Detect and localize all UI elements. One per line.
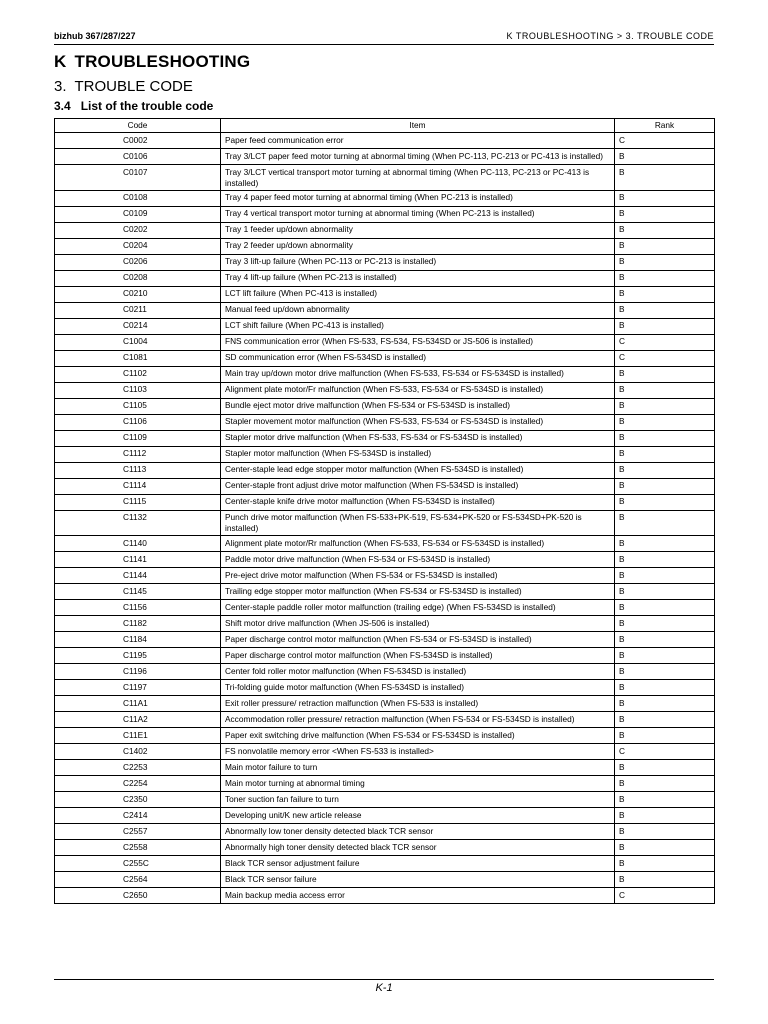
code-cell: C1196 (55, 664, 221, 680)
code-cell: C1144 (55, 568, 221, 584)
rank-cell: B (615, 206, 715, 222)
rank-cell: B (615, 552, 715, 568)
code-cell: C1106 (55, 414, 221, 430)
rank-cell: C (615, 888, 715, 904)
table-row (55, 238, 715, 254)
table-row (55, 888, 715, 904)
rank-cell: B (615, 728, 715, 744)
rank-cell: B (615, 568, 715, 584)
code-cell: C2558 (55, 840, 221, 856)
rank-cell: B (615, 318, 715, 334)
rank-cell: B (615, 366, 715, 382)
page-number: K-1 (375, 982, 393, 994)
rank-cell: B (615, 286, 715, 302)
table-row (55, 808, 715, 824)
table-row (55, 430, 715, 446)
code-cell: C0002 (55, 133, 221, 149)
code-cell: C1114 (55, 478, 221, 494)
subsection-number: 3.4 (54, 99, 71, 113)
code-cell: C2253 (55, 760, 221, 776)
rank-cell: B (615, 600, 715, 616)
item-cell: Tri-folding guide motor malfunction (When FS-534SD is installed) (221, 680, 615, 696)
subsection-heading (54, 99, 213, 113)
table-row (55, 712, 715, 728)
rank-cell: B (615, 302, 715, 318)
code-cell: C1113 (55, 462, 221, 478)
subsection-title: List of the trouble code (80, 99, 214, 113)
code-cell: C2414 (55, 808, 221, 824)
table-row (55, 510, 715, 536)
code-cell: C2557 (55, 824, 221, 840)
rank-cell: B (615, 696, 715, 712)
table-row (55, 744, 715, 760)
table-row (55, 398, 715, 414)
rank-cell: B (615, 446, 715, 462)
table-row (55, 462, 715, 478)
table-row (55, 446, 715, 462)
rank-cell: B (615, 270, 715, 286)
rank-cell: B (615, 478, 715, 494)
code-cell: C2564 (55, 872, 221, 888)
table-row (55, 334, 715, 350)
item-cell: Main tray up/down motor drive malfunction (When FS-533, FS-534 or FS-534SD is installed) (221, 366, 615, 382)
code-cell: C1402 (55, 744, 221, 760)
item-cell: Abnormally low toner density detected black TCR sensor (221, 824, 615, 840)
rank-cell: B (615, 872, 715, 888)
table-row (55, 776, 715, 792)
table-row (55, 632, 715, 648)
item-cell: Tray 2 feeder up/down abnormality (221, 238, 615, 254)
footer-rule (54, 979, 714, 980)
code-cell: C1141 (55, 552, 221, 568)
section-breadcrumb: K TROUBLESHOOTING > 3. TROUBLE CODE (506, 31, 714, 41)
item-cell: Main motor turning at abnormal timing (221, 776, 615, 792)
item-cell: FS nonvolatile memory error <When FS-533 is installed> (221, 744, 615, 760)
code-cell: C1115 (55, 494, 221, 510)
rank-cell: B (615, 222, 715, 238)
column-header-code: Code (55, 119, 221, 133)
rank-cell: B (615, 149, 715, 165)
table-row (55, 165, 715, 191)
item-cell: Stapler motor drive malfunction (When FS-533, FS-534 or FS-534SD is installed) (221, 430, 615, 446)
item-cell: Center fold roller motor malfunction (When FS-534SD is installed) (221, 664, 615, 680)
item-cell: FNS communication error (When FS-533, FS-534, FS-534SD or JS-506 is installed) (221, 334, 615, 350)
code-cell: C1103 (55, 382, 221, 398)
rank-cell: B (615, 680, 715, 696)
rank-cell: B (615, 664, 715, 680)
item-cell: LCT lift failure (When PC-413 is installed) (221, 286, 615, 302)
header-rule (54, 44, 714, 45)
item-cell: Black TCR sensor adjustment failure (221, 856, 615, 872)
code-cell: C1182 (55, 616, 221, 632)
rank-cell: B (615, 414, 715, 430)
code-cell: C1109 (55, 430, 221, 446)
code-cell: C0106 (55, 149, 221, 165)
rank-cell: B (615, 510, 715, 536)
item-cell: Tray 3/LCT vertical transport motor turning at abnormal timing (When PC-113, PC-213 or PC-413 is installed) (221, 165, 615, 191)
table-row (55, 254, 715, 270)
item-cell: Pre-eject drive motor malfunction (When FS-534 or FS-534SD is installed) (221, 568, 615, 584)
table-row (55, 824, 715, 840)
table-row (55, 616, 715, 632)
item-cell: Tray 1 feeder up/down abnormality (221, 222, 615, 238)
item-cell: Bundle eject motor drive malfunction (When FS-534 or FS-534SD is installed) (221, 398, 615, 414)
code-cell: C0107 (55, 165, 221, 191)
chapter-heading (54, 52, 250, 72)
table-row (55, 270, 715, 286)
code-cell: C0208 (55, 270, 221, 286)
code-cell: C2254 (55, 776, 221, 792)
item-cell: Stapler motor malfunction (When FS-534SD is installed) (221, 446, 615, 462)
item-cell: Paper exit switching drive malfunction (When FS-534 or FS-534SD is installed) (221, 728, 615, 744)
section-title: TROUBLE CODE (74, 78, 193, 95)
item-cell: Paper discharge control motor malfunction (When FS-534SD is installed) (221, 648, 615, 664)
table-row (55, 600, 715, 616)
rank-cell: B (615, 808, 715, 824)
item-cell: Alignment plate motor/Rr malfunction (When FS-533, FS-534 or FS-534SD is installed) (221, 536, 615, 552)
code-cell: C0214 (55, 318, 221, 334)
rank-cell: B (615, 584, 715, 600)
item-cell: Tray 4 lift-up failure (When PC-213 is installed) (221, 270, 615, 286)
table-row (55, 494, 715, 510)
code-cell: C1105 (55, 398, 221, 414)
item-cell: Paper feed communication error (221, 133, 615, 149)
item-cell: Tray 3/LCT paper feed motor turning at abnormal timing (When PC-113, PC-213 or PC-413 is installed) (221, 149, 615, 165)
rank-cell: B (615, 190, 715, 206)
table-row (55, 568, 715, 584)
table-row (55, 478, 715, 494)
code-cell: C2650 (55, 888, 221, 904)
rank-cell: B (615, 616, 715, 632)
item-cell: Center-staple knife drive motor malfunction (When FS-534SD is installed) (221, 494, 615, 510)
code-cell: C0206 (55, 254, 221, 270)
code-cell: C1132 (55, 510, 221, 536)
item-cell: Tray 4 vertical transport motor turning at abnormal timing (When PC-213 is installed) (221, 206, 615, 222)
table-row (55, 792, 715, 808)
rank-cell: B (615, 824, 715, 840)
code-cell: C0108 (55, 190, 221, 206)
item-cell: Stapler movement motor malfunction (When FS-533, FS-534 or FS-534SD is installed) (221, 414, 615, 430)
rank-cell: C (615, 334, 715, 350)
table-row (55, 552, 715, 568)
item-cell: Manual feed up/down abnormality (221, 302, 615, 318)
code-cell: C0210 (55, 286, 221, 302)
code-cell: C0211 (55, 302, 221, 318)
item-cell: Center-staple front adjust drive motor malfunction (When FS-534SD is installed) (221, 478, 615, 494)
table-row (55, 149, 715, 165)
rank-cell: B (615, 165, 715, 191)
table-row (55, 414, 715, 430)
table-row (55, 286, 715, 302)
code-cell: C11A2 (55, 712, 221, 728)
item-cell: Tray 4 paper feed motor turning at abnormal timing (When PC-213 is installed) (221, 190, 615, 206)
table-row (55, 664, 715, 680)
rank-cell: B (615, 840, 715, 856)
item-cell: SD communication error (When FS-534SD is installed) (221, 350, 615, 366)
code-cell: C1112 (55, 446, 221, 462)
table-row (55, 680, 715, 696)
code-cell: C0202 (55, 222, 221, 238)
column-header-rank: Rank (615, 119, 715, 133)
table-row (55, 350, 715, 366)
item-cell: Paddle motor drive malfunction (When FS-534 or FS-534SD is installed) (221, 552, 615, 568)
table-row (55, 318, 715, 334)
code-cell: C0109 (55, 206, 221, 222)
table-row (55, 190, 715, 206)
code-cell: C1081 (55, 350, 221, 366)
rank-cell: B (615, 776, 715, 792)
table-header-row (55, 119, 715, 133)
table-row (55, 872, 715, 888)
item-cell: Exit roller pressure/ retraction malfunction (When FS-533 is installed) (221, 696, 615, 712)
code-cell: C1145 (55, 584, 221, 600)
item-cell: Main motor failure to turn (221, 760, 615, 776)
table-row (55, 133, 715, 149)
rank-cell: B (615, 856, 715, 872)
table-row (55, 584, 715, 600)
rank-cell: B (615, 398, 715, 414)
code-cell: C1140 (55, 536, 221, 552)
rank-cell: B (615, 712, 715, 728)
rank-cell: C (615, 133, 715, 149)
item-cell: Paper discharge control motor malfunction (When FS-534 or FS-534SD is installed) (221, 632, 615, 648)
item-cell: Center-staple lead edge stopper motor malfunction (When FS-534SD is installed) (221, 462, 615, 478)
table-row (55, 840, 715, 856)
rank-cell: B (615, 254, 715, 270)
table-row (55, 760, 715, 776)
item-cell: Black TCR sensor failure (221, 872, 615, 888)
item-cell: Main backup media access error (221, 888, 615, 904)
table-row (55, 696, 715, 712)
chapter-title: TROUBLESHOOTING (74, 52, 251, 71)
section-heading (54, 78, 193, 95)
item-cell: Developing unit/K new article release (221, 808, 615, 824)
code-cell: C1184 (55, 632, 221, 648)
rank-cell: C (615, 350, 715, 366)
table-row (55, 222, 715, 238)
item-cell: Abnormally high toner density detected black TCR sensor (221, 840, 615, 856)
table-row (55, 648, 715, 664)
rank-cell: B (615, 536, 715, 552)
rank-cell: C (615, 744, 715, 760)
code-cell: C255C (55, 856, 221, 872)
table-row (55, 728, 715, 744)
item-cell: LCT shift failure (When PC-413 is installed) (221, 318, 615, 334)
running-header (54, 29, 714, 45)
table-row (55, 302, 715, 318)
code-cell: C11A1 (55, 696, 221, 712)
code-cell: C1195 (55, 648, 221, 664)
item-cell: Alignment plate motor/Fr malfunction (When FS-533, FS-534 or FS-534SD is installed) (221, 382, 615, 398)
code-cell: C2350 (55, 792, 221, 808)
table-row (55, 366, 715, 382)
rank-cell: B (615, 238, 715, 254)
item-cell: Punch drive motor malfunction (When FS-533+PK-519, FS-534+PK-520 or FS-534SD+PK-520 is installed) (221, 510, 615, 536)
code-cell: C1156 (55, 600, 221, 616)
item-cell: Accommodation roller pressure/ retraction malfunction (When FS-534 or FS-534SD is installed) (221, 712, 615, 728)
table-row (55, 382, 715, 398)
item-cell: Tray 3 lift-up failure (When PC-113 or PC-213 is installed) (221, 254, 615, 270)
trouble-code-table (54, 118, 715, 904)
item-cell: Center-staple paddle roller motor malfunction (trailing edge) (When FS-534SD is installed) (221, 600, 615, 616)
rank-cell: B (615, 430, 715, 446)
code-cell: C1197 (55, 680, 221, 696)
table-row (55, 536, 715, 552)
rank-cell: B (615, 792, 715, 808)
rank-cell: B (615, 760, 715, 776)
column-header-item: Item (221, 119, 615, 133)
code-cell: C1102 (55, 366, 221, 382)
section-number: 3. (54, 78, 67, 95)
item-cell: Trailing edge stopper motor malfunction (When FS-534 or FS-534SD is installed) (221, 584, 615, 600)
rank-cell: B (615, 462, 715, 478)
chapter-number: K (54, 52, 67, 71)
rank-cell: B (615, 494, 715, 510)
code-cell: C11E1 (55, 728, 221, 744)
table-row (55, 856, 715, 872)
rank-cell: B (615, 632, 715, 648)
code-cell: C0204 (55, 238, 221, 254)
item-cell: Shift motor drive malfunction (When JS-506 is installed) (221, 616, 615, 632)
model-name: bizhub 367/287/227 (54, 31, 136, 41)
code-cell: C1004 (55, 334, 221, 350)
item-cell: Toner suction fan failure to turn (221, 792, 615, 808)
table-row (55, 206, 715, 222)
rank-cell: B (615, 382, 715, 398)
rank-cell: B (615, 648, 715, 664)
